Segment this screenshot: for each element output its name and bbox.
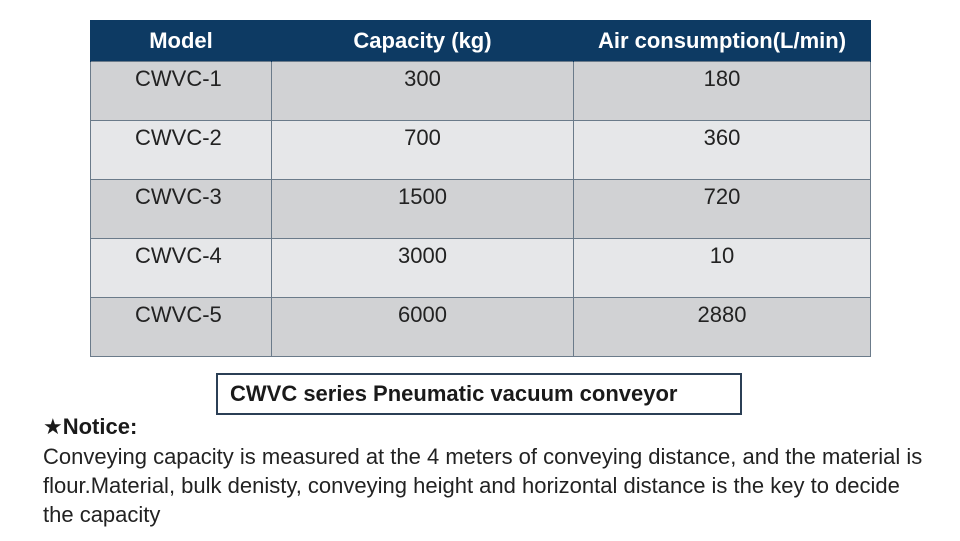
table-row (91, 298, 871, 357)
table-row (91, 121, 871, 180)
cell-capacity: 6000 (272, 298, 574, 357)
table-row (91, 180, 871, 239)
cell-capacity: 300 (272, 62, 574, 121)
table-row (91, 62, 871, 121)
cell-capacity: 1500 (272, 180, 574, 239)
header-model: Model (91, 20, 272, 62)
header-capacity: Capacity (kg) (272, 20, 574, 62)
cell-air-consumption: 2880 (574, 298, 871, 357)
cell-model: CWVC-3 (91, 180, 272, 239)
cell-air-consumption: 720 (574, 180, 871, 239)
cell-air-consumption: 10 (574, 239, 871, 298)
cell-model: CWVC-2 (91, 121, 272, 180)
cell-capacity: 3000 (272, 239, 574, 298)
cell-model: CWVC-5 (91, 298, 272, 357)
table-row (91, 239, 871, 298)
cell-model: CWVC-1 (91, 62, 272, 121)
cell-air-consumption: 360 (574, 121, 871, 180)
notice-text: Conveying capacity is measured at the 4 meters of conveying distance, and the material is flour.Material, bulk denisty, conveying height and horizontal distance is the key to decide the capacity (43, 444, 923, 527)
notice-title: ★Notice: (43, 414, 138, 439)
spec-table (90, 20, 871, 357)
cell-capacity: 700 (272, 121, 574, 180)
table-caption: CWVC series Pneumatic vacuum conveyor (216, 373, 742, 415)
table-header-row (91, 20, 871, 62)
cell-air-consumption: 180 (574, 62, 871, 121)
cell-model: CWVC-4 (91, 239, 272, 298)
header-air-consumption: Air consumption(L/min) (574, 20, 871, 62)
